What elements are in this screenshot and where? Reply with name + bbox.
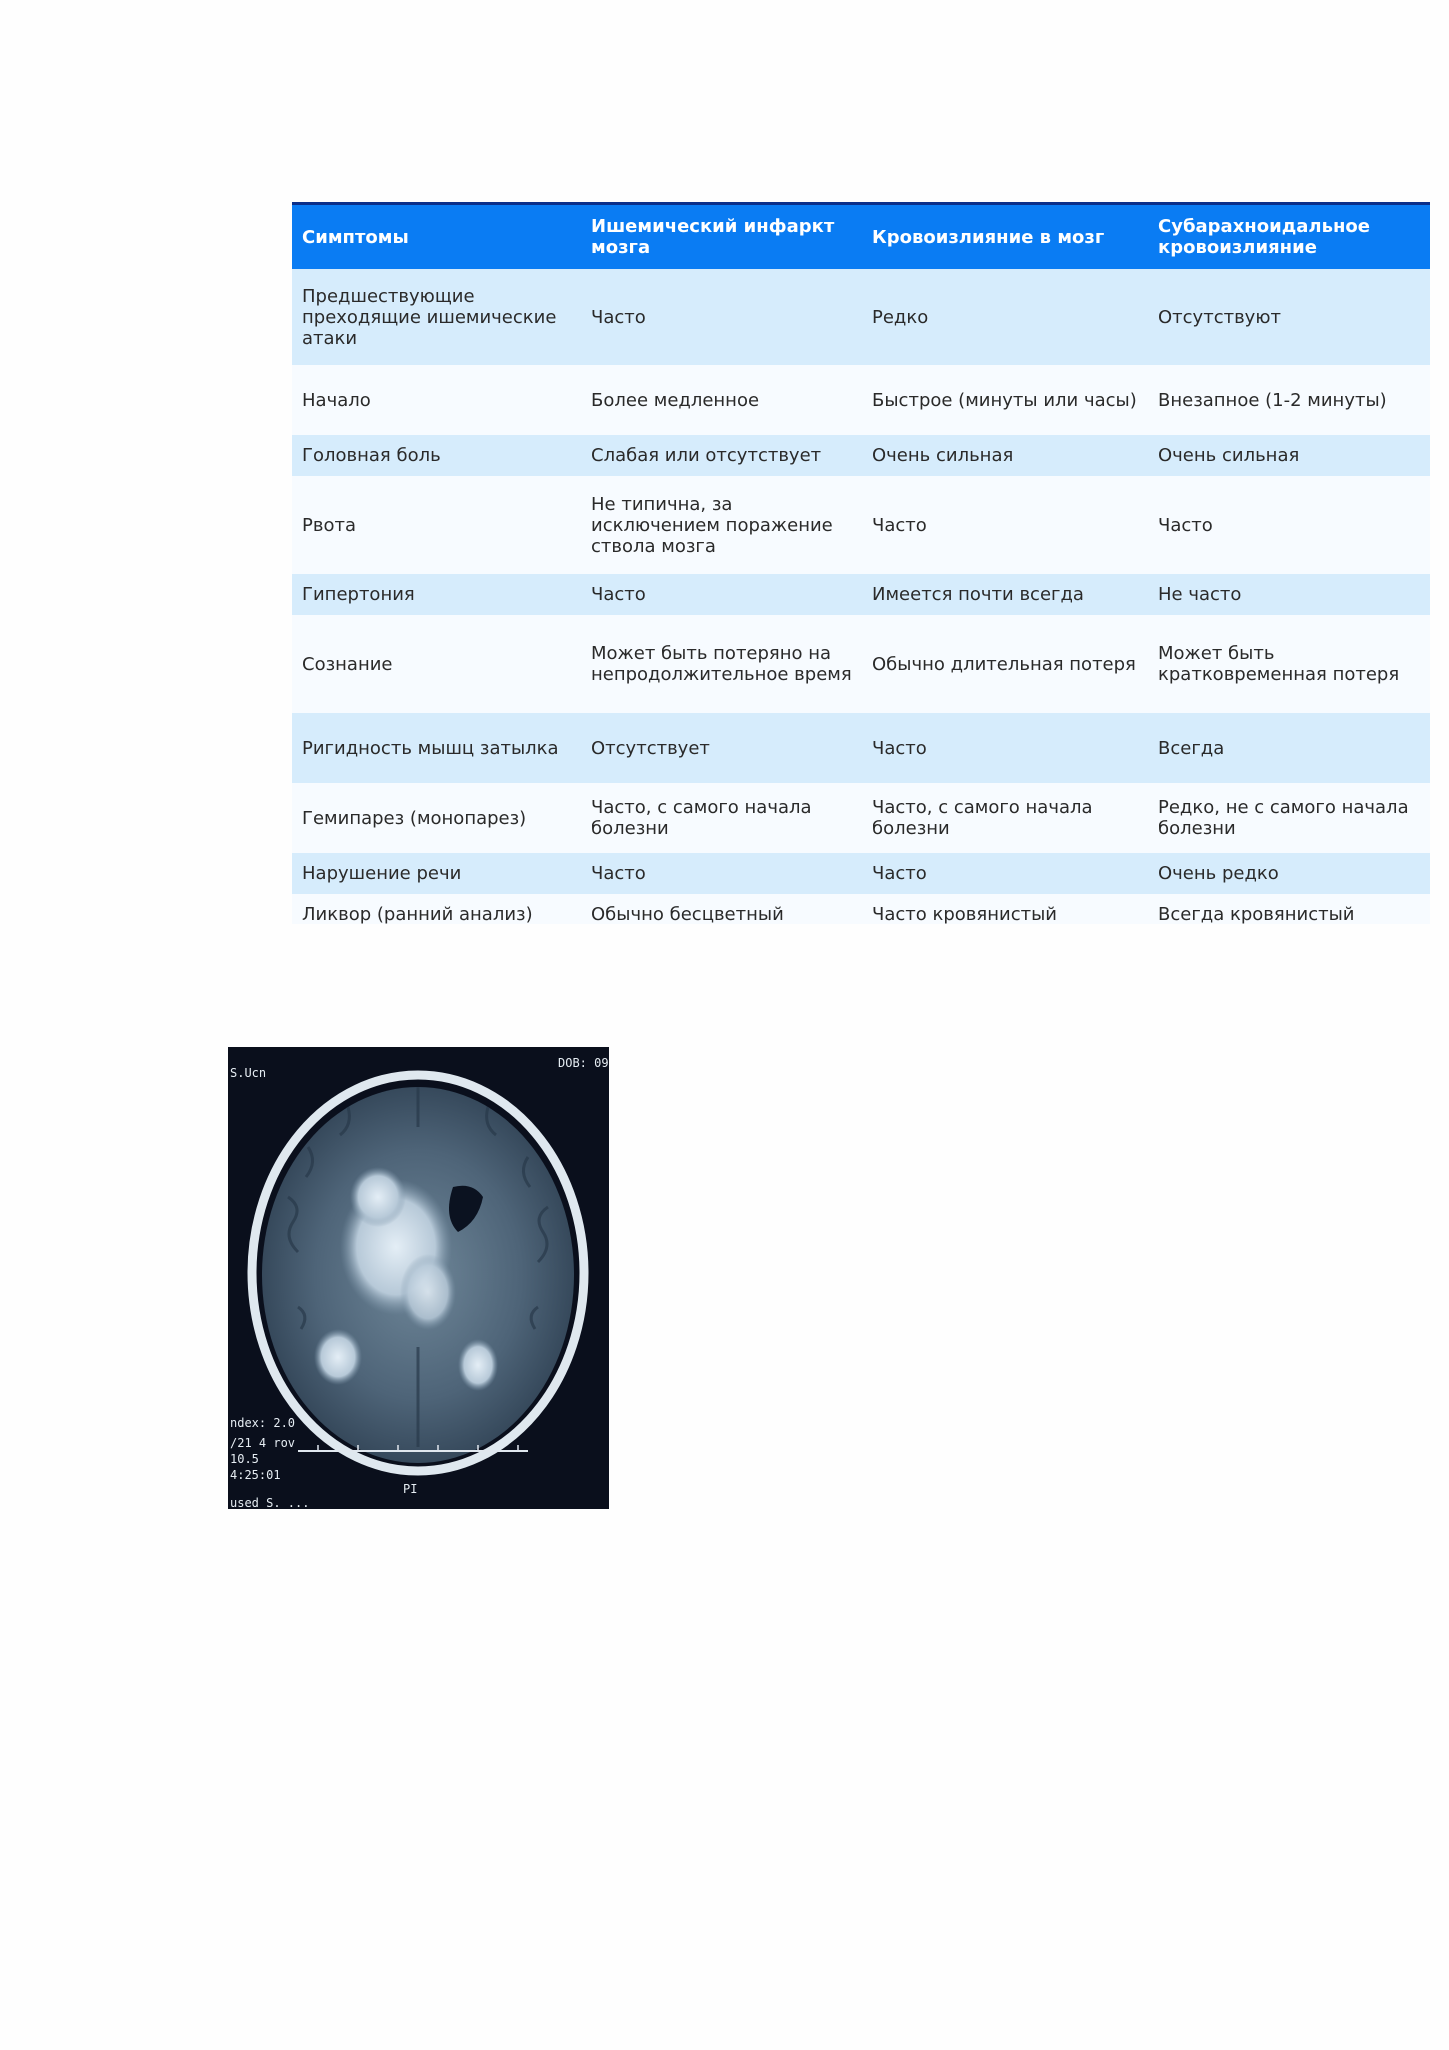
cell-hemorrhage: Часто кровянистый <box>862 894 1148 924</box>
row-symptom: Сознание <box>292 615 581 713</box>
ct-brain-scan-image <box>228 1047 609 1509</box>
table-row <box>292 476 1430 574</box>
cell-ischemic: Часто <box>581 853 862 894</box>
overlay-label-6: PI <box>403 1482 418 1496</box>
overlay-label-1: DOB: 09 <box>558 1056 609 1070</box>
overlay-label-0: S.Ucn <box>230 1066 267 1080</box>
table-row <box>292 783 1430 853</box>
cell-subarachnoid: Всегда кровянистый <box>1148 894 1430 924</box>
cell-ischemic: Слабая или отсутствует <box>581 435 862 476</box>
table-row <box>292 894 1430 924</box>
cell-hemorrhage: Редко <box>862 269 1148 365</box>
cell-hemorrhage: Очень сильная <box>862 435 1148 476</box>
stroke-comparison-table <box>292 205 1430 924</box>
cell-hemorrhage: Часто <box>862 476 1148 574</box>
cell-hemorrhage: Имеется почти всегда <box>862 574 1148 615</box>
table-row <box>292 853 1430 894</box>
row-symptom: Гемипарез (монопарез) <box>292 783 581 853</box>
row-symptom: Гипертония <box>292 574 581 615</box>
table-row <box>292 269 1430 365</box>
ct-scan-illustration <box>228 1047 609 1509</box>
cell-hemorrhage: Часто <box>862 713 1148 783</box>
cell-subarachnoid: Очень сильная <box>1148 435 1430 476</box>
cell-subarachnoid: Не часто <box>1148 574 1430 615</box>
table-row <box>292 365 1430 435</box>
cell-hemorrhage: Обычно длительная потеря <box>862 615 1148 713</box>
overlay-label-4: 10.5 <box>230 1452 259 1466</box>
overlay-label-2: ndex: 2.0 <box>230 1416 296 1430</box>
cell-subarachnoid: Часто <box>1148 476 1430 574</box>
overlay-label-7: used S. ... <box>230 1496 310 1509</box>
cell-ischemic: Отсутствует <box>581 713 862 783</box>
cell-subarachnoid: Всегда <box>1148 713 1430 783</box>
row-symptom: Ликвор (ранний анализ) <box>292 894 581 924</box>
cell-subarachnoid: Редко, не с самого начала болезни <box>1148 783 1430 853</box>
row-symptom: Головная боль <box>292 435 581 476</box>
cell-hemorrhage: Часто, с самого начала болезни <box>862 783 1148 853</box>
cell-subarachnoid: Очень редко <box>1148 853 1430 894</box>
comparison-table-container <box>292 202 1430 924</box>
row-symptom: Начало <box>292 365 581 435</box>
header-ischemic-infarction: Ишемический инфаркт мозга <box>581 205 862 269</box>
table-header-row <box>292 205 1430 269</box>
table-row <box>292 574 1430 615</box>
header-brain-hemorrhage: Кровоизлияние в мозг <box>862 205 1148 269</box>
cell-hemorrhage: Быстрое (минуты или часы) <box>862 365 1148 435</box>
header-subarachnoid-hemorrhage: Субарахноидальное кровоизлияние <box>1148 205 1430 269</box>
cell-subarachnoid: Отсутствуют <box>1148 269 1430 365</box>
row-symptom: Рвота <box>292 476 581 574</box>
table-row <box>292 615 1430 713</box>
row-symptom: Нарушение речи <box>292 853 581 894</box>
cell-ischemic: Может быть потеряно на непродолжительное время <box>581 615 862 713</box>
cell-ischemic: Обычно бесцветный <box>581 894 862 924</box>
cell-subarachnoid: Внезапное (1-2 минуты) <box>1148 365 1430 435</box>
cell-hemorrhage: Часто <box>862 853 1148 894</box>
cell-ischemic: Более медленное <box>581 365 862 435</box>
cell-ischemic: Часто, с самого начала болезни <box>581 783 862 853</box>
overlay-label-5: 4:25:01 <box>230 1468 281 1482</box>
row-symptom: Ригидность мышц затылка <box>292 713 581 783</box>
cell-ischemic: Часто <box>581 269 862 365</box>
cell-ischemic: Часто <box>581 574 862 615</box>
row-symptom: Предшествующие преходящие ишемические атаки <box>292 269 581 365</box>
table-row <box>292 435 1430 476</box>
cell-ischemic: Не типична, за исключением поражение ствола мозга <box>581 476 862 574</box>
table-row <box>292 713 1430 783</box>
header-symptoms: Симптомы <box>292 205 581 269</box>
cell-subarachnoid: Может быть кратковременная потеря <box>1148 615 1430 713</box>
overlay-label-3: /21 4 rov <box>230 1436 296 1450</box>
